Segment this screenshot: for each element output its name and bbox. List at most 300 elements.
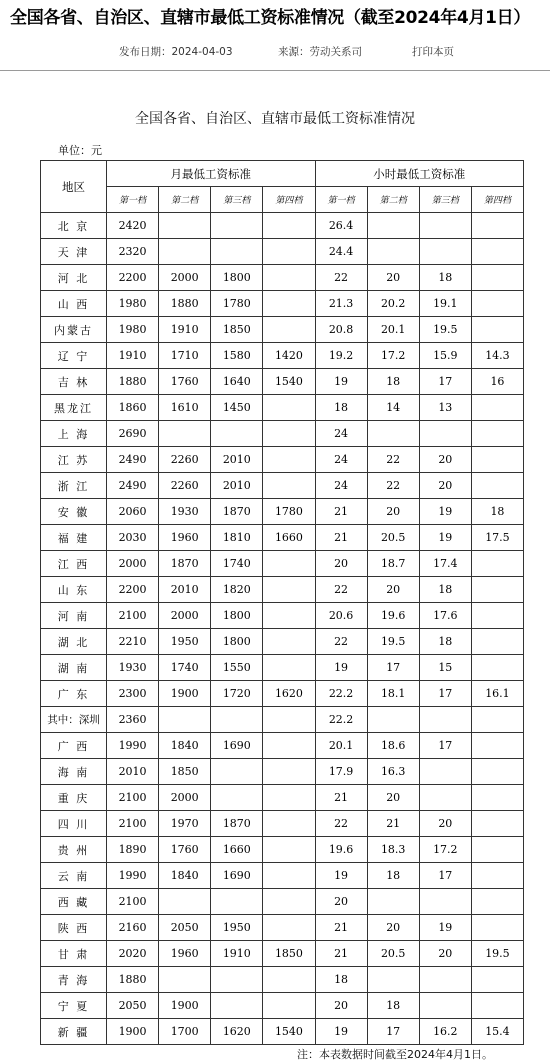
table-row <box>41 915 524 941</box>
hourly-value-cell: 17.6 <box>419 603 471 629</box>
hourly-value-cell <box>471 629 523 655</box>
monthly-value-cell: 1820 <box>211 577 263 603</box>
monthly-value-cell: 2420 <box>107 213 159 239</box>
hourly-value-cell: 20.1 <box>315 733 367 759</box>
hourly-value-cell: 24.4 <box>315 239 367 265</box>
monthly-value-cell <box>263 291 315 317</box>
monthly-value-cell <box>211 785 263 811</box>
hourly-value-cell <box>367 967 419 993</box>
monthly-value-cell <box>159 967 211 993</box>
hourly-value-cell <box>471 603 523 629</box>
article-meta <box>0 44 550 60</box>
region-cell: 重 庆 <box>41 785 107 811</box>
hourly-value-cell: 18 <box>367 993 419 1019</box>
monthly-value-cell: 2060 <box>107 499 159 525</box>
monthly-value-cell: 1740 <box>211 551 263 577</box>
hourly-value-cell: 20.1 <box>367 317 419 343</box>
hourly-value-cell <box>471 577 523 603</box>
monthly-value-cell: 2010 <box>211 447 263 473</box>
monthly-value-cell: 1850 <box>263 941 315 967</box>
hourly-value-cell: 18.6 <box>367 733 419 759</box>
hourly-value-cell: 19 <box>419 915 471 941</box>
monthly-value-cell: 2690 <box>107 421 159 447</box>
hourly-value-cell: 21 <box>315 499 367 525</box>
hourly-value-cell: 16 <box>471 369 523 395</box>
monthly-value-cell: 1860 <box>107 395 159 421</box>
region-cell: 陕 西 <box>41 915 107 941</box>
table-row <box>41 369 524 395</box>
monthly-value-cell: 1910 <box>107 343 159 369</box>
monthly-value-cell: 1880 <box>159 291 211 317</box>
monthly-value-cell: 1660 <box>263 525 315 551</box>
monthly-value-cell <box>211 239 263 265</box>
region-cell: 云 南 <box>41 863 107 889</box>
hourly-value-cell: 17.5 <box>471 525 523 551</box>
monthly-value-cell <box>263 967 315 993</box>
hourly-value-cell: 18 <box>367 369 419 395</box>
hourly-value-cell: 19.6 <box>367 603 419 629</box>
monthly-value-cell: 2100 <box>107 811 159 837</box>
monthly-value-cell: 1900 <box>159 681 211 707</box>
monthly-value-cell: 2010 <box>159 577 211 603</box>
monthly-value-cell: 1840 <box>159 733 211 759</box>
region-cell: 吉 林 <box>41 369 107 395</box>
hourly-value-cell <box>471 551 523 577</box>
monthly-value-cell: 1880 <box>107 967 159 993</box>
minimum-wage-table <box>40 160 524 1045</box>
monthly-value-cell: 1610 <box>159 395 211 421</box>
hourly-value-cell <box>419 707 471 733</box>
table-row <box>41 967 524 993</box>
monthly-value-cell: 1950 <box>211 915 263 941</box>
table-row <box>41 993 524 1019</box>
table-row <box>41 473 524 499</box>
hourly-value-cell: 20 <box>419 941 471 967</box>
tier-header: 第一档 <box>107 187 159 213</box>
monthly-value-cell <box>263 785 315 811</box>
monthly-value-cell <box>211 707 263 733</box>
hourly-value-cell: 17.2 <box>419 837 471 863</box>
hourly-value-cell <box>471 473 523 499</box>
hourly-value-cell <box>367 239 419 265</box>
monthly-value-cell: 2030 <box>107 525 159 551</box>
tier-header: 第三档 <box>419 187 471 213</box>
hourly-value-cell: 14.3 <box>471 343 523 369</box>
hourly-value-cell <box>471 421 523 447</box>
hourly-value-cell: 18 <box>419 577 471 603</box>
monthly-value-cell: 1950 <box>159 629 211 655</box>
monthly-value-cell: 2000 <box>107 551 159 577</box>
page-title: 全国各省、自治区、直辖市最低工资标准情况（截至2024年4月1日） <box>10 8 531 28</box>
region-cell: 山 西 <box>41 291 107 317</box>
hourly-value-cell: 18 <box>419 265 471 291</box>
hourly-value-cell: 24 <box>315 447 367 473</box>
hourly-value-cell <box>471 889 523 915</box>
hourly-value-cell: 18 <box>315 967 367 993</box>
monthly-value-cell: 1450 <box>211 395 263 421</box>
monthly-value-cell: 2320 <box>107 239 159 265</box>
hourly-value-cell: 19.1 <box>419 291 471 317</box>
hourly-value-cell: 22 <box>315 811 367 837</box>
monthly-value-cell: 2100 <box>107 889 159 915</box>
hourly-value-cell <box>367 421 419 447</box>
region-column-header: 地区 <box>41 161 107 213</box>
monthly-value-cell: 1760 <box>159 369 211 395</box>
monthly-value-cell: 2260 <box>159 473 211 499</box>
table-row <box>41 343 524 369</box>
hourly-value-cell: 24 <box>315 421 367 447</box>
monthly-value-cell: 1710 <box>159 343 211 369</box>
tier-header: 第四档 <box>471 187 523 213</box>
monthly-value-cell <box>263 811 315 837</box>
region-cell: 上 海 <box>41 421 107 447</box>
monthly-value-cell: 1930 <box>107 655 159 681</box>
region-cell: 江 西 <box>41 551 107 577</box>
monthly-value-cell <box>211 421 263 447</box>
region-cell: 福 建 <box>41 525 107 551</box>
monthly-value-cell: 1960 <box>159 941 211 967</box>
region-cell: 安 徽 <box>41 499 107 525</box>
hourly-value-cell: 14 <box>367 395 419 421</box>
monthly-value-cell: 2020 <box>107 941 159 967</box>
hourly-value-cell: 17 <box>419 369 471 395</box>
monthly-value-cell: 1780 <box>211 291 263 317</box>
hourly-value-cell: 20.2 <box>367 291 419 317</box>
hourly-value-cell: 20 <box>315 993 367 1019</box>
tier-header: 第一档 <box>315 187 367 213</box>
table-row <box>41 551 524 577</box>
hourly-value-cell: 22 <box>315 577 367 603</box>
hourly-value-cell: 22 <box>367 447 419 473</box>
header-divider <box>0 70 550 71</box>
hourly-value-cell <box>471 265 523 291</box>
monthly-value-cell: 2360 <box>107 707 159 733</box>
tier-header: 第二档 <box>367 187 419 213</box>
region-cell: 河 南 <box>41 603 107 629</box>
monthly-value-cell <box>263 759 315 785</box>
hourly-value-cell <box>471 317 523 343</box>
monthly-value-cell <box>211 759 263 785</box>
region-cell: 湖 北 <box>41 629 107 655</box>
hourly-value-cell <box>471 733 523 759</box>
table-row <box>41 603 524 629</box>
monthly-value-cell: 2000 <box>159 603 211 629</box>
hourly-value-cell: 13 <box>419 395 471 421</box>
monthly-value-cell <box>263 551 315 577</box>
monthly-value-cell: 2260 <box>159 447 211 473</box>
hourly-value-cell: 19 <box>315 369 367 395</box>
hourly-value-cell <box>471 213 523 239</box>
table-row <box>41 707 524 733</box>
hourly-value-cell <box>471 915 523 941</box>
hourly-value-cell <box>471 291 523 317</box>
monthly-value-cell: 1640 <box>211 369 263 395</box>
hourly-value-cell: 24 <box>315 473 367 499</box>
hourly-value-cell <box>471 239 523 265</box>
region-cell: 甘 肃 <box>41 941 107 967</box>
hourly-value-cell: 19 <box>315 655 367 681</box>
region-cell: 四 川 <box>41 811 107 837</box>
monthly-value-cell <box>263 707 315 733</box>
monthly-value-cell: 2490 <box>107 447 159 473</box>
monthly-value-cell: 2010 <box>107 759 159 785</box>
hourly-value-cell: 22.2 <box>315 707 367 733</box>
hourly-value-cell: 18 <box>419 629 471 655</box>
monthly-value-cell <box>263 421 315 447</box>
hourly-value-cell: 15.4 <box>471 1019 523 1045</box>
monthly-value-cell <box>159 239 211 265</box>
hourly-value-cell <box>471 447 523 473</box>
table-row <box>41 941 524 967</box>
monthly-value-cell: 1870 <box>159 551 211 577</box>
table-row <box>41 265 524 291</box>
hourly-value-cell <box>419 213 471 239</box>
hourly-value-cell <box>419 239 471 265</box>
monthly-value-cell: 1620 <box>263 681 315 707</box>
hourly-value-cell: 18 <box>367 863 419 889</box>
hourly-value-cell: 15.9 <box>419 343 471 369</box>
hourly-value-cell: 22 <box>315 629 367 655</box>
table-row <box>41 1019 524 1045</box>
hourly-value-cell: 17 <box>419 681 471 707</box>
region-cell: 海 南 <box>41 759 107 785</box>
publish-date: 发布日期：2024-04-03 <box>119 46 233 58</box>
hourly-value-cell: 15 <box>419 655 471 681</box>
hourly-value-cell: 20.5 <box>367 525 419 551</box>
hourly-value-cell: 19 <box>419 525 471 551</box>
monthly-value-cell: 2050 <box>159 915 211 941</box>
monthly-standard-header: 月最低工资标准 <box>107 161 316 187</box>
region-cell: 江 苏 <box>41 447 107 473</box>
region-cell: 山 东 <box>41 577 107 603</box>
monthly-value-cell <box>263 655 315 681</box>
table-row <box>41 317 524 343</box>
hourly-value-cell: 17.4 <box>419 551 471 577</box>
monthly-value-cell: 1880 <box>107 369 159 395</box>
monthly-value-cell: 2100 <box>107 785 159 811</box>
monthly-value-cell <box>159 889 211 915</box>
monthly-value-cell: 1900 <box>107 1019 159 1045</box>
table-row <box>41 785 524 811</box>
monthly-value-cell: 1960 <box>159 525 211 551</box>
hourly-value-cell: 18 <box>315 395 367 421</box>
monthly-value-cell <box>263 629 315 655</box>
hourly-value-cell: 20 <box>419 473 471 499</box>
region-cell: 广 西 <box>41 733 107 759</box>
monthly-value-cell <box>263 395 315 421</box>
monthly-value-cell: 1690 <box>211 863 263 889</box>
monthly-value-cell: 1900 <box>159 993 211 1019</box>
tier-header: 第四档 <box>263 187 315 213</box>
region-cell: 内蒙古 <box>41 317 107 343</box>
monthly-value-cell <box>263 993 315 1019</box>
source-label: 来源：劳动关系司 <box>278 46 362 58</box>
monthly-value-cell: 1970 <box>159 811 211 837</box>
hourly-value-cell: 22 <box>315 265 367 291</box>
unit-label: 单位：元 <box>58 144 102 157</box>
table-body <box>41 213 524 1045</box>
hourly-value-cell: 20 <box>419 447 471 473</box>
print-page-link[interactable]: 打印本页 <box>412 46 454 58</box>
region-cell: 浙 江 <box>41 473 107 499</box>
document-title: 全国各省、自治区、直辖市最低工资标准情况 <box>135 111 415 127</box>
hourly-value-cell: 21 <box>315 785 367 811</box>
monthly-value-cell: 1540 <box>263 369 315 395</box>
monthly-value-cell: 2200 <box>107 265 159 291</box>
hourly-value-cell: 20 <box>367 785 419 811</box>
region-cell: 北 京 <box>41 213 107 239</box>
hourly-value-cell: 16.1 <box>471 681 523 707</box>
monthly-value-cell: 1990 <box>107 733 159 759</box>
table-row <box>41 239 524 265</box>
hourly-value-cell: 19 <box>315 863 367 889</box>
monthly-value-cell: 1910 <box>159 317 211 343</box>
hourly-value-cell <box>367 213 419 239</box>
hourly-value-cell <box>419 785 471 811</box>
monthly-value-cell <box>159 421 211 447</box>
monthly-value-cell: 1660 <box>211 837 263 863</box>
monthly-value-cell: 1420 <box>263 343 315 369</box>
monthly-value-cell: 2200 <box>107 577 159 603</box>
table-row <box>41 837 524 863</box>
table-row <box>41 421 524 447</box>
hourly-value-cell: 20 <box>367 265 419 291</box>
table-row <box>41 577 524 603</box>
table-row <box>41 291 524 317</box>
region-cell: 河 北 <box>41 265 107 291</box>
region-cell: 新 疆 <box>41 1019 107 1045</box>
monthly-value-cell: 1930 <box>159 499 211 525</box>
hourly-value-cell: 16.3 <box>367 759 419 785</box>
hourly-value-cell: 21 <box>315 915 367 941</box>
table-row <box>41 213 524 239</box>
table-row <box>41 525 524 551</box>
region-cell: 广 东 <box>41 681 107 707</box>
hourly-value-cell <box>471 811 523 837</box>
table-row <box>41 395 524 421</box>
hourly-value-cell: 20 <box>315 551 367 577</box>
monthly-value-cell <box>263 213 315 239</box>
hourly-value-cell: 18.7 <box>367 551 419 577</box>
monthly-value-cell: 1740 <box>159 655 211 681</box>
hourly-value-cell <box>419 889 471 915</box>
monthly-value-cell <box>211 213 263 239</box>
monthly-value-cell <box>211 889 263 915</box>
monthly-value-cell: 1840 <box>159 863 211 889</box>
monthly-value-cell: 1980 <box>107 291 159 317</box>
monthly-value-cell <box>263 733 315 759</box>
hourly-value-cell: 20 <box>315 889 367 915</box>
hourly-value-cell: 18.3 <box>367 837 419 863</box>
hourly-value-cell: 22 <box>367 473 419 499</box>
monthly-value-cell: 1870 <box>211 499 263 525</box>
hourly-value-cell: 17.9 <box>315 759 367 785</box>
hourly-value-cell: 19 <box>315 1019 367 1045</box>
hourly-value-cell: 22.2 <box>315 681 367 707</box>
region-cell: 宁 夏 <box>41 993 107 1019</box>
monthly-value-cell: 1720 <box>211 681 263 707</box>
monthly-value-cell: 2490 <box>107 473 159 499</box>
monthly-value-cell: 2300 <box>107 681 159 707</box>
hourly-value-cell <box>419 421 471 447</box>
hourly-value-cell: 17 <box>367 1019 419 1045</box>
monthly-value-cell: 2210 <box>107 629 159 655</box>
monthly-value-cell: 1850 <box>211 317 263 343</box>
monthly-value-cell: 1800 <box>211 629 263 655</box>
hourly-value-cell: 18 <box>471 499 523 525</box>
table-row <box>41 447 524 473</box>
monthly-value-cell: 2050 <box>107 993 159 1019</box>
table-row <box>41 499 524 525</box>
hourly-value-cell <box>471 759 523 785</box>
hourly-standard-header: 小时最低工资标准 <box>315 161 524 187</box>
table-row <box>41 863 524 889</box>
hourly-value-cell: 19.5 <box>471 941 523 967</box>
table-row <box>41 733 524 759</box>
monthly-value-cell: 1910 <box>211 941 263 967</box>
hourly-value-cell: 19.6 <box>315 837 367 863</box>
monthly-value-cell: 2000 <box>159 785 211 811</box>
table-row <box>41 655 524 681</box>
monthly-value-cell: 1690 <box>211 733 263 759</box>
monthly-value-cell: 2160 <box>107 915 159 941</box>
hourly-value-cell: 16.2 <box>419 1019 471 1045</box>
monthly-value-cell: 1760 <box>159 837 211 863</box>
tier-header: 第三档 <box>211 187 263 213</box>
monthly-value-cell: 1990 <box>107 863 159 889</box>
hourly-value-cell: 20 <box>367 577 419 603</box>
table-row <box>41 681 524 707</box>
table-row <box>41 811 524 837</box>
region-cell: 辽 宁 <box>41 343 107 369</box>
hourly-value-cell <box>471 993 523 1019</box>
monthly-value-cell: 1980 <box>107 317 159 343</box>
hourly-value-cell: 20 <box>419 811 471 837</box>
hourly-value-cell: 19.5 <box>367 629 419 655</box>
hourly-value-cell: 21 <box>367 811 419 837</box>
hourly-value-cell: 17 <box>419 733 471 759</box>
hourly-value-cell: 17 <box>419 863 471 889</box>
monthly-value-cell: 1620 <box>211 1019 263 1045</box>
monthly-value-cell: 2010 <box>211 473 263 499</box>
region-cell: 湖 南 <box>41 655 107 681</box>
hourly-value-cell: 19.5 <box>419 317 471 343</box>
hourly-value-cell <box>471 655 523 681</box>
hourly-value-cell: 21.3 <box>315 291 367 317</box>
hourly-value-cell <box>471 707 523 733</box>
hourly-value-cell <box>471 395 523 421</box>
hourly-value-cell: 20.5 <box>367 941 419 967</box>
monthly-value-cell <box>263 265 315 291</box>
hourly-value-cell: 20 <box>367 915 419 941</box>
region-cell: 贵 州 <box>41 837 107 863</box>
monthly-value-cell <box>263 863 315 889</box>
monthly-value-cell: 1890 <box>107 837 159 863</box>
monthly-value-cell <box>263 447 315 473</box>
monthly-value-cell: 1540 <box>263 1019 315 1045</box>
hourly-value-cell <box>471 967 523 993</box>
hourly-value-cell: 17.2 <box>367 343 419 369</box>
monthly-value-cell: 1700 <box>159 1019 211 1045</box>
monthly-value-cell <box>211 993 263 1019</box>
region-cell: 青 海 <box>41 967 107 993</box>
hourly-value-cell: 17 <box>367 655 419 681</box>
hourly-value-cell: 20.6 <box>315 603 367 629</box>
hourly-value-cell <box>419 967 471 993</box>
hourly-value-cell: 18.1 <box>367 681 419 707</box>
hourly-value-cell <box>419 759 471 785</box>
hourly-value-cell: 19.2 <box>315 343 367 369</box>
